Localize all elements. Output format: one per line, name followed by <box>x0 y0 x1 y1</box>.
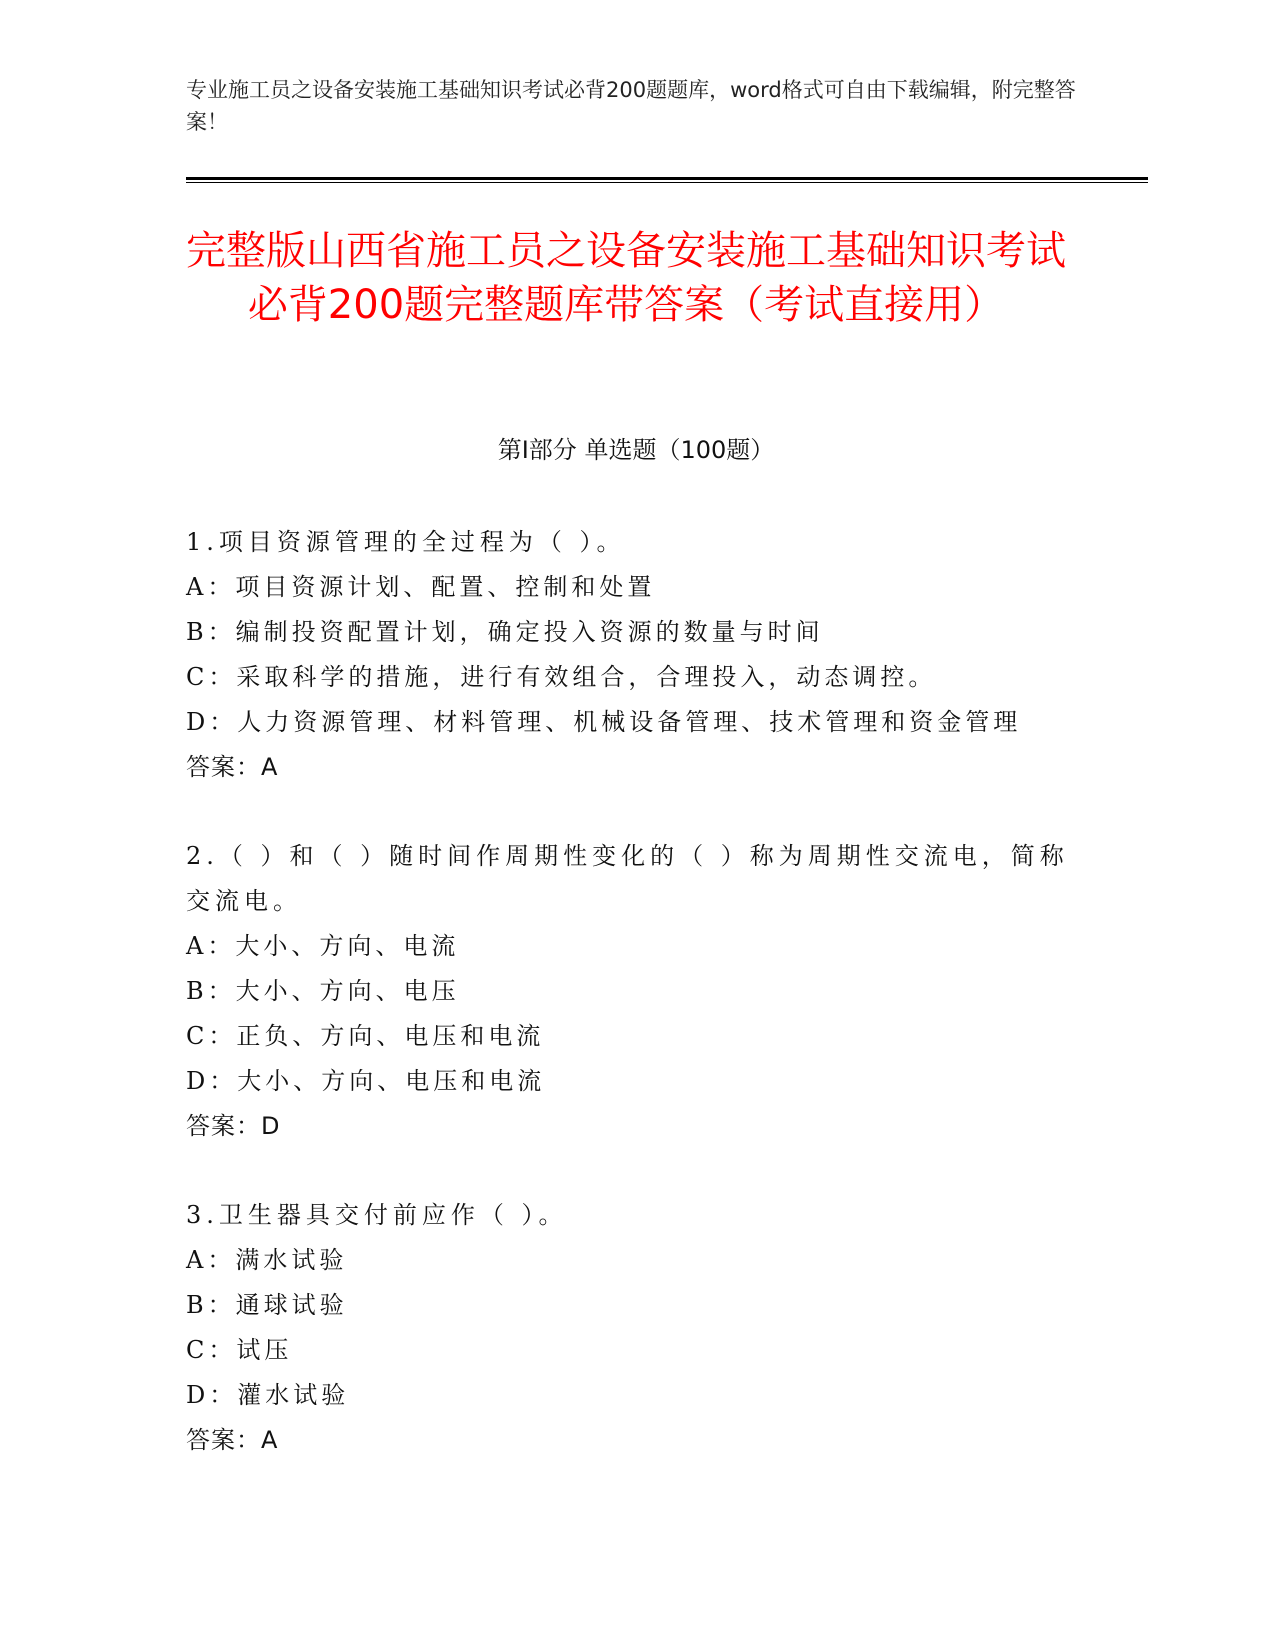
answer: 答案：D <box>186 1112 281 1140</box>
option-d: D：大小、方向、电压和电流 <box>186 1067 546 1095</box>
option-a: A：项目资源计划、配置、控制和处置 <box>186 573 656 601</box>
question-stem: 2.（ ）和（ ）随时间作周期性变化的（ ）称为周期性交流电，简称交流电。 <box>186 842 1069 915</box>
header-rule-thick <box>186 177 1148 180</box>
answer: 答案：A <box>186 753 279 781</box>
option-d: D：灌水试验 <box>186 1381 350 1409</box>
option-c: C：采取科学的措施，进行有效组合，合理投入，动态调控。 <box>186 663 937 691</box>
question-list <box>186 520 1086 1507</box>
header-rule-thin <box>186 182 1148 183</box>
option-b: B：编制投资配置计划，确定投入资源的数量与时间 <box>186 618 824 646</box>
option-b: B：大小、方向、电压 <box>186 977 460 1005</box>
option-c: C：试压 <box>186 1336 293 1364</box>
question-3 <box>186 1193 1086 1463</box>
option-a: A：满水试验 <box>186 1246 348 1274</box>
option-b: B：通球试验 <box>186 1291 348 1319</box>
header-note: 专业施工员之设备安装施工基础知识考试必背200题题库，word格式可自由下载编辑，附完整答案！ <box>186 78 1076 134</box>
option-d: D：人力资源管理、材料管理、机械设备管理、技术管理和资金管理 <box>186 708 1022 736</box>
question-1 <box>186 520 1086 790</box>
section-title: 第I部分 单选题（100题） <box>497 436 775 464</box>
question-stem: 3.卫生器具交付前应作（ ）。 <box>186 1201 568 1229</box>
option-a: A：大小、方向、电流 <box>186 932 460 960</box>
option-c: C：正负、方向、电压和电流 <box>186 1022 545 1050</box>
answer: 答案：A <box>186 1426 279 1454</box>
question-stem: 1.项目资源管理的全过程为（ ）。 <box>186 528 626 556</box>
document-title: 完整版山西省施工员之设备安装施工基础知识考试必背200题完整题库带答案（考试直接用） <box>186 228 1066 328</box>
question-2 <box>186 834 1086 1149</box>
